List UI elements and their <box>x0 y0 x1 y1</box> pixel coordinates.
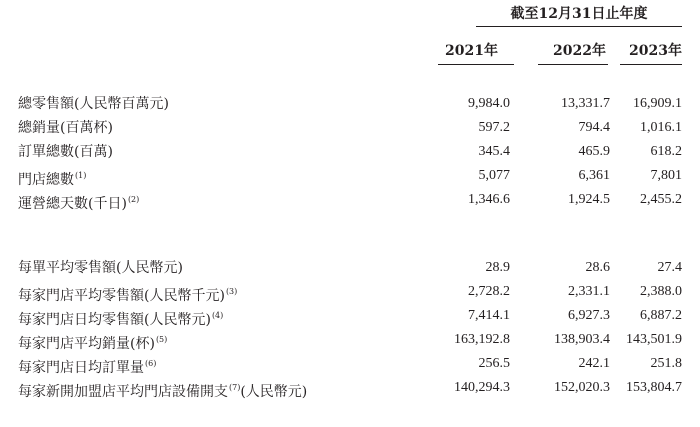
value-2023: 1,016.1 <box>640 120 682 135</box>
value-2021: 9,984.0 <box>468 96 510 111</box>
year-underline-2023 <box>620 64 682 65</box>
value-2021: 1,346.6 <box>468 192 510 207</box>
row-label-text: 每家門店平均零售額(人民幣千元) <box>18 288 225 303</box>
value-2021: 256.5 <box>478 356 510 371</box>
value-2023: 2,455.2 <box>640 192 682 207</box>
footnote-marker: (2) <box>127 195 140 204</box>
value-2021: 7,414.1 <box>468 308 510 323</box>
year-underline-2021 <box>438 64 514 65</box>
value-2022: 6,361 <box>578 168 610 183</box>
table-row <box>0 281 700 305</box>
value-2021: 140,294.3 <box>454 380 510 395</box>
value-2023: 27.4 <box>657 260 682 275</box>
value-2021: 28.9 <box>485 260 510 275</box>
value-2022: 6,927.3 <box>568 308 610 323</box>
value-2022: 152,020.3 <box>554 380 610 395</box>
table-row <box>0 329 700 353</box>
value-2023: 16,909.1 <box>633 96 682 111</box>
table-row <box>0 353 700 377</box>
row-label-text: 門店總數 <box>18 172 74 187</box>
value-2022: 1,924.5 <box>568 192 610 207</box>
value-2021: 5,077 <box>478 168 510 183</box>
period-header: 截至12月31日止年度 <box>510 6 648 22</box>
row-label-text: 訂單總數(百萬) <box>18 144 113 160</box>
year-underline-2022 <box>538 64 608 65</box>
value-2023: 251.8 <box>650 356 682 371</box>
period-underline <box>476 26 682 27</box>
year-2023: 2023年 <box>629 43 682 59</box>
table-row <box>0 141 700 165</box>
row-label-text: 每家門店日均訂單量 <box>18 360 144 375</box>
row-label <box>18 141 423 163</box>
value-2023: 143,501.9 <box>626 332 682 347</box>
row-label-text: 每家門店平均銷量(杯) <box>18 336 155 351</box>
table-row <box>0 165 700 189</box>
row-label-text: 運營總天數(千日) <box>18 196 127 211</box>
year-2021: 2021年 <box>445 43 498 59</box>
footnote-marker: (3) <box>225 287 238 296</box>
table-row <box>0 93 700 117</box>
year-2022: 2022年 <box>553 43 606 59</box>
value-2021: 163,192.8 <box>454 332 510 347</box>
value-2023: 2,388.0 <box>640 284 682 299</box>
value-2022: 138,903.4 <box>554 332 610 347</box>
row-label-suffix: (人民幣元) <box>240 384 308 399</box>
table-row <box>0 117 700 141</box>
value-2023: 7,801 <box>650 168 682 183</box>
row-label <box>18 257 423 279</box>
table-row <box>0 189 700 213</box>
row-label <box>18 165 423 187</box>
value-2023: 618.2 <box>650 144 682 159</box>
footnote-marker: (1) <box>75 171 87 180</box>
table-row <box>0 377 700 401</box>
value-2022: 13,331.7 <box>561 96 610 111</box>
value-2022: 28.6 <box>585 260 610 275</box>
row-label <box>18 117 423 139</box>
row-label <box>18 93 423 115</box>
value-2023: 6,887.2 <box>640 308 682 323</box>
row-label-text: 每家新開加盟店平均門店設備開支 <box>18 384 228 399</box>
row-label-text: 總零售額(人民幣百萬元) <box>18 96 169 112</box>
value-2022: 2,331.1 <box>568 284 610 299</box>
row-label <box>18 305 423 327</box>
table-row <box>0 305 700 329</box>
footnote-marker: (4) <box>211 311 224 320</box>
footnote-marker: (5) <box>155 335 168 344</box>
footnote-marker: (7) <box>229 383 241 392</box>
value-2023: 153,804.7 <box>626 380 682 395</box>
value-2022: 465.9 <box>578 144 610 159</box>
row-label <box>18 377 423 399</box>
row-label <box>18 189 423 211</box>
value-2021: 345.4 <box>478 144 510 159</box>
footnote-marker: (6) <box>145 359 157 368</box>
value-2021: 2,728.2 <box>468 284 510 299</box>
value-2021: 597.2 <box>478 120 510 135</box>
row-label-text: 每家門店日均零售額(人民幣元) <box>18 312 211 327</box>
row-label <box>18 281 423 303</box>
row-label <box>18 329 423 351</box>
row-label-text: 總銷量(百萬杯) <box>18 120 113 136</box>
row-label <box>18 353 423 375</box>
value-2022: 242.1 <box>578 356 610 371</box>
row-label-text: 每單平均零售額(人民幣元) <box>18 260 183 276</box>
table-row <box>0 257 700 281</box>
value-2022: 794.4 <box>578 120 610 135</box>
